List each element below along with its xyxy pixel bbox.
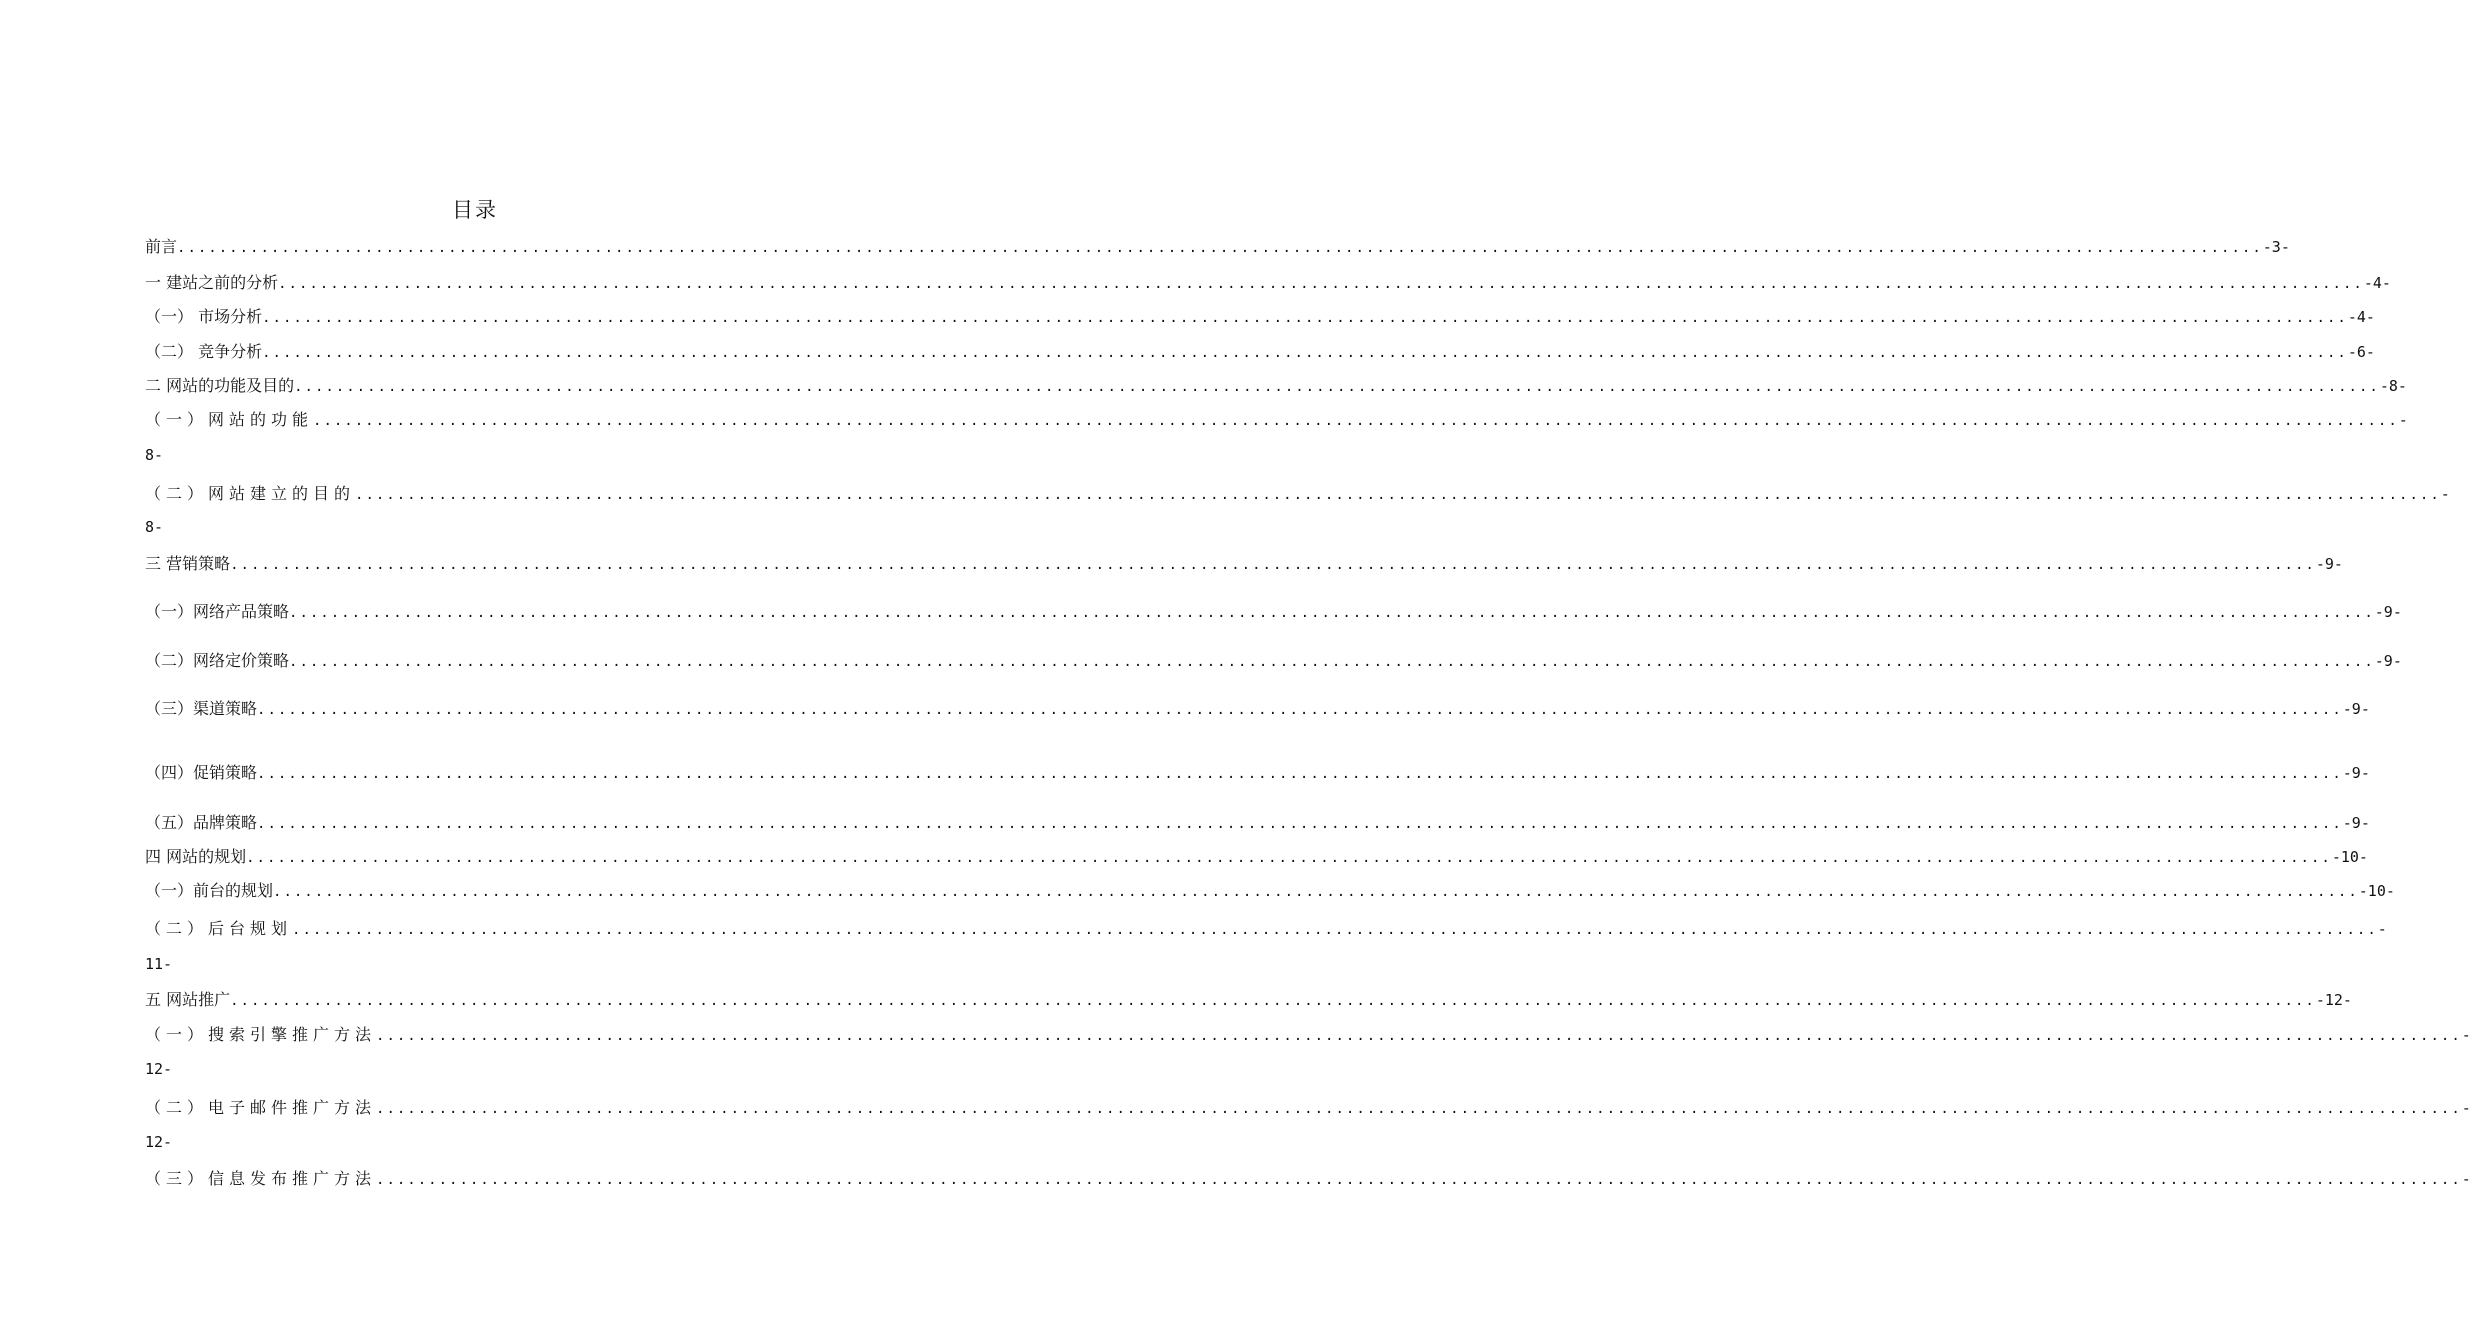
toc-page-continuation: 8- [145,518,164,536]
toc-entry-label: （三）渠道策略 [145,699,258,718]
toc-entry [145,304,2375,328]
toc-entry-label: 五 网站推广 [145,990,231,1009]
toc-entry [145,407,2408,431]
toc-entry-page: -3- [2262,238,2290,256]
toc-leader-dots: ........................................................................................................................................................................................................ [294,379,2380,395]
toc-entry-label: （一） 市场分析 [145,307,263,326]
toc-leader-dots: ........................................................................................................................................................................................................ [376,1028,2462,1044]
toc-leader-dots: ........................................................................................................................................................................................................ [262,310,2348,326]
toc-leader-dots: ........................................................................................................................................................................................................ [257,766,2343,782]
toc-entry-page: -8- [2379,377,2407,395]
toc-entry-page: -10- [2331,848,2368,866]
toc-entry [145,270,2391,294]
page-title: 目录 [452,198,498,222]
toc-entry-page: -9- [2342,764,2370,782]
toc-entry-label: 二 网站的功能及目的 [145,376,295,395]
toc-entry-label: （一）网站的功能 [145,410,314,429]
toc-leader-dots: ........................................................................................................................................................................................................ [355,487,2441,503]
toc-entry-page: - [2377,920,2387,938]
toc-entry [145,339,2375,363]
toc-entry-page: -4- [2347,308,2375,326]
toc-entry-label: （三）信息发布推广方法 [145,1169,377,1188]
toc-leader-dots: ........................................................................................................................................................................................................ [257,816,2343,832]
toc-page-continuation: 12- [145,1133,173,1151]
toc-entry-page: - [2398,411,2408,429]
toc-entry [145,1166,2471,1190]
toc-entry [145,987,2352,1011]
toc-entry [145,696,2370,720]
toc-leader-dots: ........................................................................................................................................................................................................ [230,557,2316,573]
toc-entry-label: （一）网络产品策略 [145,602,290,621]
toc-entry-page: -9- [2342,814,2370,832]
toc-entry-page: -12- [2315,991,2352,1009]
toc-entry [145,1022,2471,1046]
toc-page-continuation: 11- [145,955,173,973]
toc-entry-page: -9- [2374,603,2402,621]
toc-leader-dots: ........................................................................................................................................................................................................ [177,240,2263,256]
toc-leader-dots: ........................................................................................................................................................................................................ [273,884,2359,900]
toc-entry-label: 一 建站之前的分析 [145,273,279,292]
toc-entry-label: （二） 竞争分析 [145,342,263,361]
toc-entry [145,916,2387,940]
toc-entry [145,551,2343,575]
toc-leader-dots: ........................................................................................................................................................................................................ [376,1172,2462,1188]
toc-entry [145,1095,2471,1119]
toc-leader-dots: ........................................................................................................................................................................................................ [230,993,2316,1009]
toc-entry [145,481,2450,505]
toc-leader-dots: ........................................................................................................................................................................................................ [313,413,2399,429]
toc-entry-page: -9- [2374,652,2402,670]
toc-leader-dots: ........................................................................................................................................................................................................ [246,850,2332,866]
toc-entry [145,373,2407,397]
toc-page-continuation: 12- [145,1060,173,1078]
toc-entry-label: （四）促销策略 [145,763,258,782]
toc-entry-page: -6- [2347,343,2375,361]
toc-entry [145,810,2370,834]
toc-entry-page: - [2440,485,2450,503]
toc-leader-dots: ........................................................................................................................................................................................................ [278,276,2364,292]
toc-entry [145,599,2402,623]
toc-entry [145,648,2402,672]
toc-entry-page: -9- [2315,555,2343,573]
toc-entry-label: （五）品牌策略 [145,813,258,832]
toc-leader-dots: ........................................................................................................................................................................................................ [289,654,2375,670]
toc-entry [145,760,2370,784]
toc-leader-dots: ........................................................................................................................................................................................................ [376,1101,2462,1117]
toc-leader-dots: ........................................................................................................................................................................................................ [289,605,2375,621]
toc-entry-label: 前言 [145,237,178,256]
toc-entry [145,878,2395,902]
toc-entry [145,844,2368,868]
toc-entry-label: （一）前台的规划 [145,881,274,900]
toc-entry-page: -4- [2363,274,2391,292]
toc-entry-page: - [2461,1170,2471,1188]
toc-entry-label: （二）网站建立的目的 [145,484,356,503]
toc-entry-label: 四 网站的规划 [145,847,247,866]
toc-entry [145,234,2290,258]
toc-entry-page: - [2461,1099,2471,1117]
toc-entry-page: -10- [2358,882,2395,900]
toc-entry-label: （二）后台规划 [145,919,293,938]
toc-leader-dots: ........................................................................................................................................................................................................ [292,922,2378,938]
toc-entry-page: -9- [2342,700,2370,718]
toc-entry-label: （二）网络定价策略 [145,651,290,670]
toc-page-continuation: 8- [145,446,164,464]
toc-entry-label: （二）电子邮件推广方法 [145,1098,377,1117]
toc-leader-dots: ........................................................................................................................................................................................................ [262,345,2348,361]
toc-entry-label: 三 营销策略 [145,554,231,573]
toc-entry-label: （一）搜索引擎推广方法 [145,1025,377,1044]
toc-leader-dots: ........................................................................................................................................................................................................ [257,702,2343,718]
toc-entry-page: - [2461,1026,2471,1044]
